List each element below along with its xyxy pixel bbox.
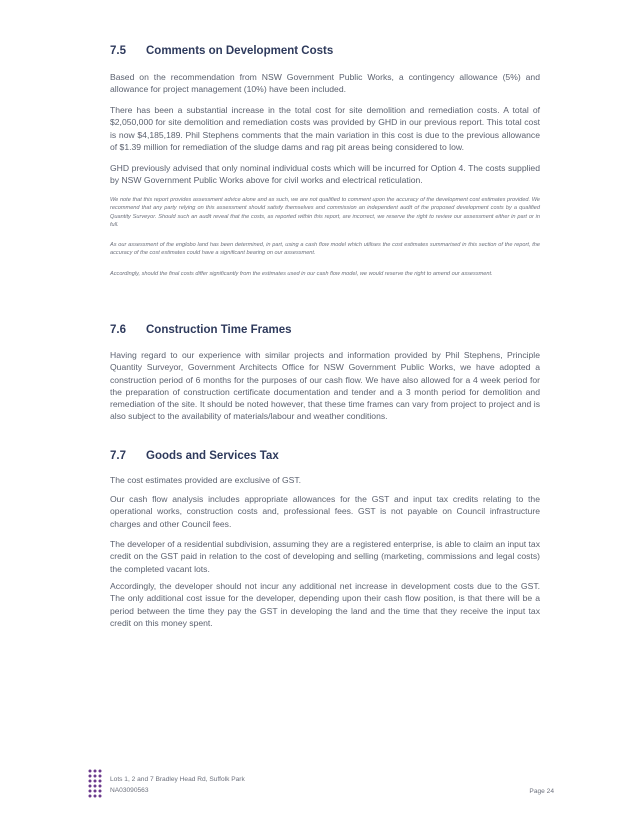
section-title: Construction Time Frames [146,324,292,336]
section-title: Comments on Development Costs [146,45,334,57]
paragraph: The cost estimates provided are exclusive of GST. [110,475,302,485]
section-number: 7.6 [110,324,126,336]
paragraph: There has been a substantial increase in the total cost for site demolition and remediation costs. A total of $2,050,000 for site demolition and remediation costs was provided by GHD in our previous report. This total cost is now $4,185,189. Phil Stephens comments that the main variation in this cost is due to the previous allowance of $1.39 million for remediation of the sludge dams and rag pit areas being considered to low. [110,105,540,152]
section-7-6-heading [110,324,292,336]
section-number: 7.7 [110,450,126,462]
paragraph: Our cash flow analysis includes appropriate allowances for the GST and input tax credits relating to the operational works, construction costs and, professional fees. GST is not payable on Council infrastructure charges and other Council fees. [110,494,540,529]
section-7-7-heading [110,450,279,462]
footer-address: Lots 1, 2 and 7 Bradley Head Rd, Suffolk Park [110,776,245,783]
paragraph: Based on the recommendation from NSW Government Public Works, a contingency allowance (5%) and allowance for project management (10%) have been included. [110,72,540,95]
paragraph: Accordingly, the developer should not incur any additional net increase in development costs due to the GST. The only additional cost issue for the developer, depending upon their cash flow position, is that there will be a period between the time they pay the GST in developing the land and the time that they receive the input tax credit on this money spent. [110,581,540,628]
disclaimer-note: Accordingly, should the final costs differ significantly from the estimates used in our cash flow model, we would reserve the right to amend our assessment. [110,271,493,277]
disclaimer-note: We note that this report provides assessment advice alone and as such, we are not qualified to comment upon the accuracy of the development cost estimates provided. We recommend that any party relying on this assessment should satisfy themselves and commission an independent audit of the proposed development costs by a qualified Quantity Surveyor. Should such an audit reveal that the costs, as reported within this report, are incorrect, we reserve the right to review our assessment either in part or in full. [110,197,540,229]
page-number: Page 24 [529,788,554,795]
disclaimer-note: As our assessment of the englobo land has been determined, in part, using a cash flow model which utilises the cost estimates summarised in this section of the report, the accuracy of the cost estimates could have a significant bearing on our assessment. [110,242,540,257]
paragraph: The developer of a residential subdivision, assuming they are a registered enterprise, is able to claim an input tax credit on the GST paid in relation to the cost of developing and selling (marketing, commissions and legal costs) the completed vacant lots. [110,539,540,574]
section-title: Goods and Services Tax [146,450,279,462]
paragraph: Having regard to our experience with similar projects and information provided by Phil Stephens, Principle Quantity Surveyor, Government Architects Office for NSW Government Public Works, we have adopted a construction period of 6 months for the purposes of our cash flow. We have also allowed for a 4 week period for the preparation of construction certificate documentation and tender and a 3 month period for demolition and remediation of the site. It should be noted however, that these time frames can vary from project to project and is also subject to the availability of materials/labour and weather conditions. [110,350,540,422]
company-logo-icon [88,769,102,799]
footer-reference: NA03090563 [110,787,149,794]
section-number: 7.5 [110,45,126,57]
section-7-5-heading [110,45,333,57]
paragraph: GHD previously advised that only nominal individual costs which will be incurred for Option 4. The costs supplied by NSW Government Public Works above for civil works and electrical reticulation. [110,163,540,186]
